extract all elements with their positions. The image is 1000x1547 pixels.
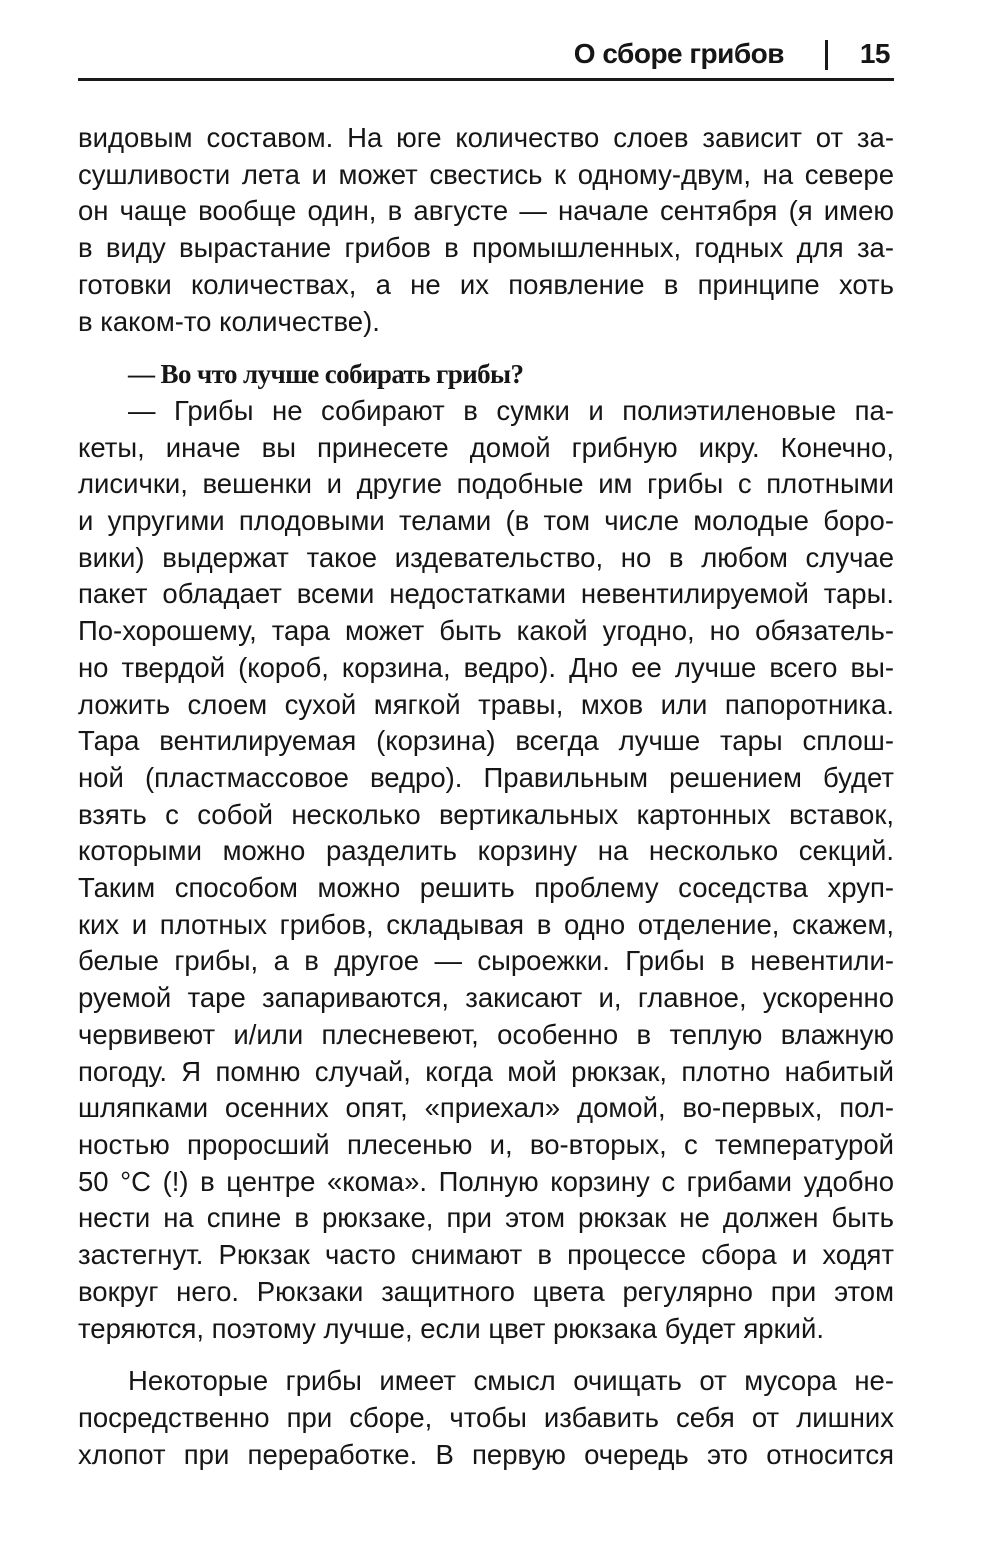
text-line: вики) выдержат такое издевательство, но в любом случае	[78, 541, 894, 573]
text-line: но твердой (короб, корзина, ведро). Дно ее лучше всего вы-	[78, 651, 894, 683]
text-line: кеты, иначе вы принесете домой грибную икру. Конечно,	[78, 431, 894, 463]
answer-paragraph	[78, 393, 894, 1347]
question-heading: — Во что лучше собирать грибы?	[128, 359, 524, 390]
spacer	[78, 340, 894, 356]
text-line: пакет обладает всеми недостатками невентилируемой тары.	[78, 578, 894, 610]
text-line: ложить слоем сухой мягкой травы, мхов или папоротника.	[78, 688, 894, 720]
text-line: вокруг него. Рюкзаки защитного цвета регулярно при этом	[78, 1275, 894, 1307]
text-line: видовым составом. На юге количество слоев зависит от за-	[78, 122, 894, 153]
text-line: в каком-то количестве).	[78, 305, 380, 337]
text-line: и упругими плодовыми телами (в том числе молодые боро-	[78, 505, 894, 537]
text-line: теряются, поэтому лучше, если цвет рюкзака будет яркий.	[78, 1312, 824, 1344]
text-line: застегнут. Рюкзак часто снимают в процессе сбора и ходят	[78, 1239, 894, 1271]
body-text	[78, 120, 894, 1473]
text-line: белые грибы, а в другое — сыроежки. Грибы в невентили-	[78, 945, 894, 977]
text-line: готовки количествах, а не их появление в принципе хоть	[78, 268, 894, 300]
text-line: лисички, вешенки и другие подобные им грибы с плотными	[78, 468, 894, 500]
text-line: Тара вентилируемая (корзина) всегда лучше тары сплош-	[78, 725, 894, 757]
running-header	[78, 34, 894, 81]
text-line: ностью проросший плесенью и, во-вторых, с температурой	[78, 1128, 894, 1160]
text-line: сушливости лета и может свестись к одному-двум, на севере	[78, 158, 894, 190]
section-title: О сборе грибов	[573, 38, 784, 69]
paragraph-next	[78, 1363, 894, 1473]
text-line: 50 °С (!) в центре «кома». Полную корзину с грибами удобно	[78, 1165, 894, 1197]
text-line: нести на спине в рюкзаке, при этом рюкзак не должен быть	[78, 1202, 894, 1234]
text-line: червивеют и/или плесневеют, особенно в теплую влажную	[78, 1018, 894, 1050]
text-line: погоду. Я помню случай, когда мой рюкзак, плотно набитый	[78, 1055, 894, 1087]
paragraph-continuation	[78, 120, 894, 340]
text-line: он чаще вообще один, в августе — начале сентября (я имею	[78, 195, 894, 227]
text-line: хлопот при переработке. В первую очередь это относится	[78, 1438, 894, 1470]
text-line: которыми можно разделить корзину на несколько секций.	[78, 835, 894, 867]
text-line: Таким способом можно решить проблему соседства хруп-	[78, 872, 894, 904]
text-line: руемой таре запариваются, закисают и, главное, ускоренно	[78, 982, 894, 1014]
text-line: взять с собой несколько вертикальных картонных вставок,	[78, 798, 894, 830]
text-line: Некоторые грибы имеет смысл очищать от мусора не-	[128, 1365, 894, 1397]
spacer	[78, 1347, 894, 1363]
text-line: ких и плотных грибов, складывая в одно отделение, скажем,	[78, 908, 894, 940]
page-number: 15	[859, 38, 890, 69]
text-line: — Грибы не собирают в сумки и полиэтиленовые па-	[128, 394, 894, 426]
text-line: в виду вырастание грибов в промышленных, годных для за-	[78, 232, 894, 264]
text-line: посредственно при сборе, чтобы избавить себя от лишних	[78, 1401, 894, 1433]
text-line: шляпками осенних опят, «приехал» домой, во-первых, пол-	[78, 1092, 894, 1124]
text-line: ной (пластмассовое ведро). Правильным решением будет	[78, 761, 894, 793]
text-line: По-хорошему, тара может быть какой угодно, но обязатель-	[78, 615, 894, 647]
header-separator	[825, 40, 828, 70]
